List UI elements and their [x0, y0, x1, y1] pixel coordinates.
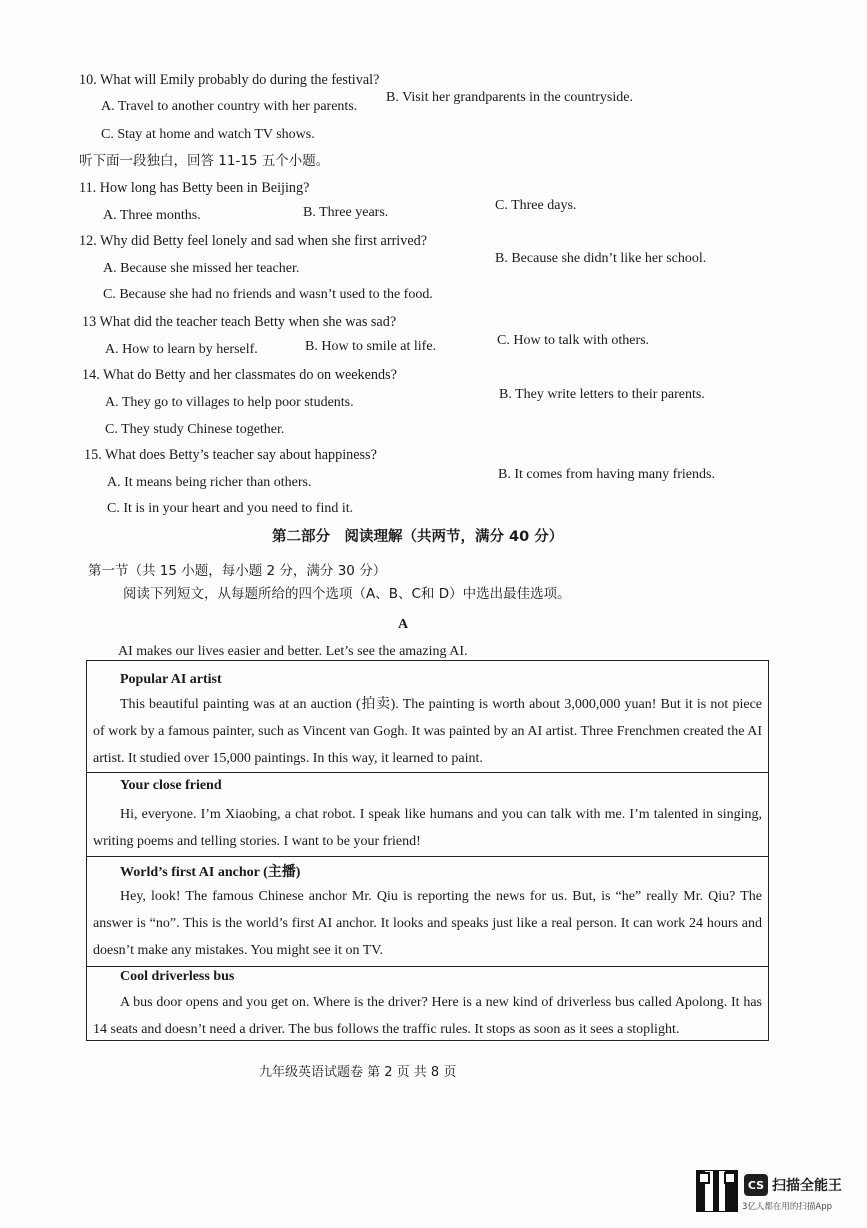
q10-option-b: B. Visit her grandparents in the countryside.: [386, 90, 633, 105]
box-section-driverless-bus: [87, 967, 768, 1042]
box-title: Popular AI artist: [120, 672, 222, 687]
box-title: Cool driverless bus: [120, 969, 235, 984]
question-10: 10. What will Emily probably do during the festival?: [79, 72, 380, 88]
listening-instruction: 听下面一段独白，回答 11-15 五个小题。: [79, 153, 330, 169]
q13-option-c: C. How to talk with others.: [497, 333, 650, 348]
q12-option-b: B. Because she didn’t like her school.: [495, 251, 707, 266]
q13-option-b: B. How to smile at life.: [305, 339, 437, 354]
box-text: This beautiful painting was at an auction (拍卖). The painting is worth about 3,000,000 yuan! But it is not piece of work by a famous painter, such as Vincent van Gogh. It was painted by an AI artist. Three Frenchmen created the AI artist. It studied over 15,000 paintings. In this way, it learned to paint.: [93, 697, 762, 766]
box-title: World’s first AI anchor (主播): [120, 865, 301, 880]
q14-option-c: C. They study Chinese together.: [105, 422, 285, 437]
scanner-brand: 扫描全能王: [772, 1178, 842, 1194]
q11-option-c: C. Three days.: [495, 198, 577, 213]
box-text: Hi, everyone. I’m Xiaobing, a chat robot. I speak like humans and you can talk with me. I’m talented in singing, writing poems and telling stories. I want to be your friend!: [93, 807, 762, 849]
q15-option-b: B. It comes from having many friends.: [498, 467, 715, 482]
box-section-ai-anchor: [87, 857, 768, 967]
box-text: Hey, look! The famous Chinese anchor Mr. Qiu is reporting the news for us. But, is “he” really Mr. Qiu? The answer is “no”. This is the world’s first AI anchor. It looks and speaks just like a real person. It can work 24 hours and doesn’t make any mistakes. You might see it on TV.: [93, 889, 762, 958]
q15-option-a: A. It means being richer than others.: [107, 475, 312, 490]
passage-letter: A: [398, 617, 409, 632]
passage-box: [86, 660, 769, 1041]
section1-heading: 第一节（共 15 小题，每小题 2 分，满分 30 分）: [88, 563, 387, 579]
question-15: 15. What does Betty’s teacher say about happiness?: [84, 447, 377, 463]
q13-option-a: A. How to learn by herself.: [105, 342, 258, 357]
part2-title: 第二部分 阅读理解（共两节，满分 40 分）: [272, 529, 564, 545]
q11-option-b: B. Three years.: [303, 205, 389, 220]
q11-option-a: A. Three months.: [103, 208, 201, 223]
q15-option-c: C. It is in your heart and you need to find it.: [107, 501, 354, 516]
box-title: Your close friend: [120, 778, 222, 793]
question-14: 14. What do Betty and her classmates do on weekends?: [82, 367, 397, 383]
page-footer: 九年级英语试题卷 第 2 页 共 8 页: [259, 1065, 457, 1080]
camscanner-logo-icon: CS: [744, 1174, 768, 1196]
q10-option-c: C. Stay at home and watch TV shows.: [101, 127, 315, 142]
box-text: A bus door opens and you get on. Where is the driver? Here is a new kind of driverless bus called Apolong. It has 14 seats and doesn’t need a driver. The bus follows the traffic rules. It stops as soon as it sees a stoplight.: [93, 995, 762, 1037]
passage-intro: AI makes our lives easier and better. Let’s see the amazing AI.: [118, 644, 468, 659]
question-13: 13 What did the teacher teach Betty when she was sad?: [82, 314, 397, 330]
q10-option-a: A. Travel to another country with her parents.: [101, 99, 358, 114]
reading-instruction: 阅读下列短文，从每题所给的四个选项（A、B、C和 D）中选出最佳选项。: [123, 586, 571, 602]
scanner-tagline: 3亿人都在用的扫描App: [742, 1202, 833, 1212]
q12-option-c: C. Because she had no friends and wasn’t used to the food.: [103, 287, 433, 302]
box-section-close-friend: [87, 773, 768, 857]
q14-option-b: B. They write letters to their parents.: [499, 387, 705, 402]
qr-code-icon: [696, 1170, 738, 1212]
box-section-ai-artist: [87, 661, 768, 773]
q12-option-a: A. Because she missed her teacher.: [103, 261, 300, 276]
q14-option-a: A. They go to villages to help poor students.: [105, 395, 354, 410]
question-11: 11. How long has Betty been in Beijing?: [79, 180, 310, 196]
question-12: 12. Why did Betty feel lonely and sad when she first arrived?: [79, 233, 428, 249]
